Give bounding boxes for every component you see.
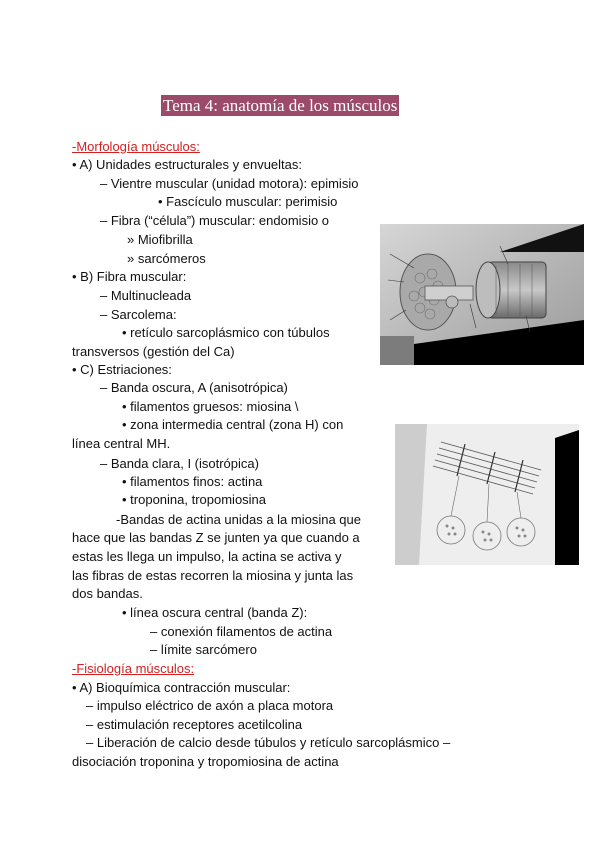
- list-item: • filamentos finos: actina: [122, 474, 263, 489]
- list-item: – Sarcolema:: [100, 307, 177, 322]
- list-item: – Liberación de calcio desde túbulos y retículo sarcoplásmico –: [86, 735, 451, 750]
- list-item: – conexión filamentos de actina: [150, 624, 333, 639]
- list-item: • línea oscura central (banda Z):: [122, 605, 308, 620]
- list-item: • zona intermedia central (zona H) con: [122, 417, 344, 432]
- paragraph-line: hace que las bandas Z se junten ya que cuando a: [72, 530, 360, 545]
- list-item: – Fibra (“célula”) muscular: endomisio o: [100, 213, 330, 228]
- muscle-fiber-figure: [380, 224, 584, 365]
- section-heading-fisiologia: -Fisiología músculos:: [72, 661, 195, 676]
- paragraph-line: estas les llega un impulso, la actina se activa y: [72, 549, 342, 564]
- list-item: • A) Bioquímica contracción muscular:: [72, 680, 291, 695]
- list-item: • retículo sarcoplásmico con túbulos: [122, 325, 330, 340]
- list-item: – Multinucleada: [100, 288, 192, 303]
- list-item: – estimulación receptores acetilcolina: [86, 717, 303, 732]
- list-item: » sarcómeros: [127, 251, 206, 266]
- list-item: – impulso eléctrico de axón a placa motora: [86, 698, 334, 713]
- paragraph-line: dos bandas.: [72, 586, 143, 601]
- list-item: • C) Estriaciones:: [72, 362, 172, 377]
- text-line: disociación troponina y tropomiosina de actina: [72, 754, 339, 769]
- list-item: – Banda oscura, A (anisotrópica): [100, 380, 288, 395]
- list-item: – Vientre muscular (unidad motora): epimisio: [100, 176, 359, 191]
- list-item: • Fascículo muscular: perimisio: [158, 194, 338, 209]
- list-item: – Banda clara, I (isotrópica): [100, 456, 259, 471]
- paragraph-line: las fibras de estas recorren la miosina y junta las: [72, 568, 354, 583]
- page-title: Tema 4: anatomía de los músculos: [163, 96, 398, 115]
- list-item: • A) Unidades estructurales y envueltas:: [72, 157, 303, 172]
- section-heading-morfologia: -Morfología músculos:: [72, 139, 200, 154]
- list-item: – límite sarcómero: [150, 642, 257, 657]
- paragraph-line: -Bandas de actina unidas a la miosina que: [116, 512, 361, 527]
- list-item: • B) Fibra muscular:: [72, 269, 187, 284]
- list-item: • filamentos gruesos: miosina \: [122, 399, 299, 414]
- text-line: línea central MH.: [72, 436, 171, 451]
- list-item: • troponina, tropomiosina: [122, 492, 267, 507]
- text-line: transversos (gestión del Ca): [72, 344, 235, 359]
- list-item: » Miofibrilla: [127, 232, 193, 247]
- sarcomere-figure: [395, 424, 579, 565]
